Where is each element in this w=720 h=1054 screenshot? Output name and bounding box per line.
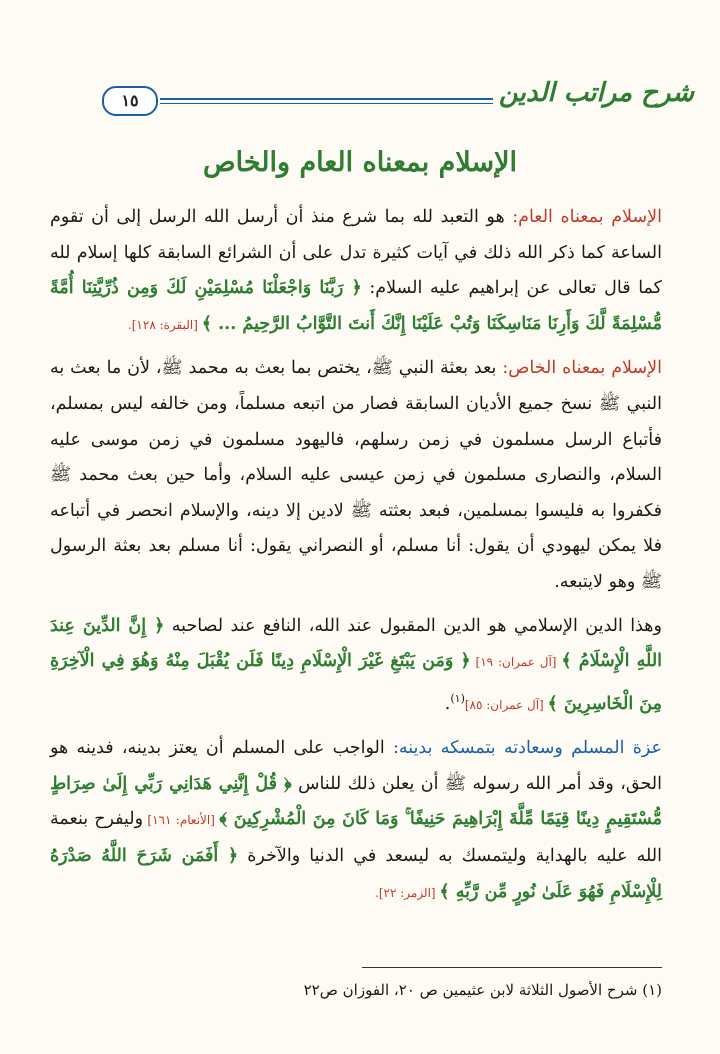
footnote-marker[interactable]: (١) xyxy=(450,691,465,705)
quran-verse: ﴿ رَبَّنَا وَاجْعَلْنَا مُسْلِمَيْنِ لَكَ وَمِن ذُرِّيَّتِنَا أُمَّةً مُّسْلِمَةً لَّكَ وَأَرِنَا مَنَاسِكَنَا وَتُبْ عَلَيْنَا إِنَّكَ أَنتَ التَّوَّابُ الرَّحِيمُ ... ﴾ xyxy=(50,278,662,334)
quran-verse: ﴿ أَفَمَن شَرَحَ اللَّهُ صَدْرَهُ لِلْإِسْلَامِ فَهُوَ عَلَىٰ نُورٍ مِّن رَّبِّهِ ﴾ xyxy=(50,845,662,902)
paragraph-muslim-pride xyxy=(50,731,662,911)
verse-reference: [الأنعام: ١٦١] xyxy=(143,813,220,828)
term-heading: الإسلام بمعناه العام: xyxy=(512,207,662,227)
term-heading: عزة المسلم وسعادته بتمسكه بدينه: xyxy=(392,738,663,759)
main-text xyxy=(50,200,662,911)
verse-reference: [الزمر: ٢٢]. xyxy=(375,885,440,900)
verse-reference: [آل عمران: ٨٥] xyxy=(464,697,548,712)
paragraph-text: وهذا الدين الإسلامي هو الدين المقبول عند الله، النافع عند لصاحبه xyxy=(164,615,662,636)
running-header xyxy=(60,72,700,128)
paragraph-general-islam xyxy=(50,200,662,343)
verse-reference: [البقرة: ١٢٨]. xyxy=(127,317,202,332)
chapter-title: الإسلام بمعناه العام والخاص xyxy=(203,147,517,178)
paragraph-text: الواجب على المسلم أن يعتز بدينه، فدينه هو الحق، وقد أمر الله رسوله ﷺ أن يعلن ذلك للناس xyxy=(50,738,663,794)
paragraph-text: وليفرح بنعمة الله عليه بالهداية وليتمسك به ليسعد في الدنيا والآخرة xyxy=(50,809,662,866)
paragraph-end: . xyxy=(444,693,451,714)
paragraph-specific-islam xyxy=(50,351,662,600)
paragraph-text: بعد بعثة النبي ﷺ، يختص بما بعث به محمد ﷺ، لأن ما بعث به النبي ﷺ نسخ جميع الأديان السابقة فصار من اتبعه مسلماً، ومن خالفه ليس بمسلم، فأتباع الرسل مسلمون في زمن رسلهم، فاليهود مسلمون في زمن موسى عليه السلام، والنصارى مسلمون في زمن عيسى عليه السلام، وأما حين بعث محمد ﷺ فكفروا به فليسوا بمسلمين، فبعد بعثته ﷺ لادين إلا دينه، والإسلام انحصر في أتباعه فلا يمكن ليهودي أن يقول: أنا مسلم، أو النصراني يقول: أنا مسلم بعد بعثة الرسول ﷺ وهو لايتبعه. xyxy=(50,358,662,592)
page-number: ١٥ xyxy=(102,86,158,116)
term-heading: الإسلام بمعناه الخاص: xyxy=(502,358,662,379)
verse-reference: [آل عمران: ١٩] xyxy=(470,655,562,670)
book-title: شرح مراتب الدين xyxy=(493,78,700,108)
quran-verse: ﴿ قُلْ إِنَّنِي هَدَانِي رَبِّي إِلَىٰ صِرَاطٍ مُّسْتَقِيمٍ دِينًا قِيَمًا مِّلَّةَ إِبْرَاهِيمَ حَنِيفًا ۚ وَمَا كَانَ مِنَ الْمُشْرِكِينَ ﴾ xyxy=(50,773,663,830)
footnote: (١) شرح الأصول الثلاثة لابن عثيمين ص ٢٠، الفوزان ص٢٢ xyxy=(303,981,662,999)
paragraph-accepted-religion xyxy=(50,609,662,724)
paragraph-text: هو التعبد لله بما شرع منذ أن أرسل الله الرسل إلى أن تقوم الساعة كما ذكر الله ذلك في آيات كثيرة تدل على أن الشرائع السابقة كلها إسلام لله كما قال تعالى عن إبراهيم عليه السلام: xyxy=(50,207,662,299)
quran-verse: ﴿ وَمَن يَبْتَغِ غَيْرَ الْإِسْلَامِ دِينًا فَلَن يُقْبَلَ مِنْهُ وَهُوَ فِي الْآخِرَةِ مِنَ الْخَاسِرِينَ ﴾ xyxy=(50,651,662,714)
quran-verse: ﴿ إِنَّ الدِّينَ عِندَ اللَّهِ الْإِسْلَامُ ﴾ xyxy=(50,615,663,672)
footnote-separator xyxy=(362,967,662,968)
